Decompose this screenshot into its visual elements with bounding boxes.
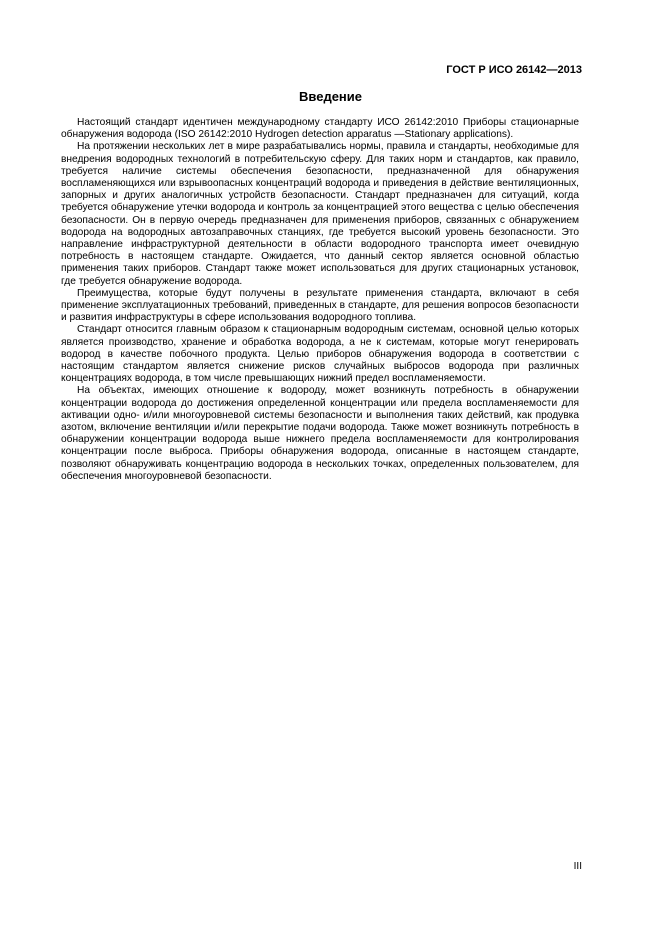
paragraph-3: Преимущества, которые будут получены в результате применения стандарта, включают в себя применение эксплуатационных требований, приведенных в стандарте, для решения вопросов безопасности и развития инфраструктуры в сфере использования водородного топлива. [61,287,579,324]
paragraph-1: Настоящий стандарт идентичен международному стандарту ИСО 26142:2010 Приборы стационарные обнаружения водорода (ISO 26142:2010 Hydrogen detection apparatus —Stationary applications). [61,117,579,141]
paragraph-2: На протяжении нескольких лет в мире разрабатывались нормы, правила и стандарты, необходимые для внедрения водородных технологий в потребительскую сферу. Для таких норм и стандартов, как правило, требуется наличие системы обеспечения безопасности, предназначенной для обнаружения воспламеняющихся или взрывоопасных концентраций водорода и приведения в действие вентиляционных, запорных и других аналогичных устройств безопасности. Стандарт предназначен для ситуаций, когда требуется обнаружение утечки водорода и контроль за концентрацией этого вещества с целью обеспечения безопасности. Он в первую очередь предназначен для применения приборов, связанных с обнаружением водорода на водородных автозаправочных станциях, где требуется высокий уровень безопасности. Это направление инфраструктурной деятельности в области водородного транспорта имеет очевидную потребность в настоящем стандарте. Ожидается, что данный сектор является основной областью применения таких приборов. Стандарт также может использоваться для других стационарных установок, где требуется обнаружение водорода. [61,141,579,287]
page-number: III [573,861,582,872]
document-body [61,117,579,483]
document-code-header: ГОСТ Р ИСО 26142—2013 [446,64,582,76]
paragraph-5: На объектах, имеющих отношение к водороду, может возникнуть потребность в обнаружении концентрации водорода до достижения определенной концентрации или предела воспламеняемости для активации одно- и/или многоуровневой системы безопасности и выполнения таких действий, как продувка азотом, включение вентиляции и/или перекрытие подачи водорода. Также может возникнуть потребность в обнаружении концентрации водорода выше нижнего предела воспламеняемости для контролирования концентрации после выброса. Приборы обнаружения водорода, описанные в настоящем стандарте, позволяют обнаруживать концентрацию водорода в нескольких точках, определенных пользователем, для обеспечения многоуровневой безопасности. [61,385,579,482]
section-title: Введение [299,89,362,104]
paragraph-4: Стандарт относится главным образом к стационарным водородным системам, основной целью которых является производство, хранение и обработка водорода, а не к системам, которые могут генерировать водород в качестве побочного продукта. Целью приборов обнаружения водорода в соответствии с настоящим стандартом является снижение рисков случайных выбросов водорода при различных концентрациях водорода, в том числе превышающих нижний предел воспламеняемости. [61,324,579,385]
